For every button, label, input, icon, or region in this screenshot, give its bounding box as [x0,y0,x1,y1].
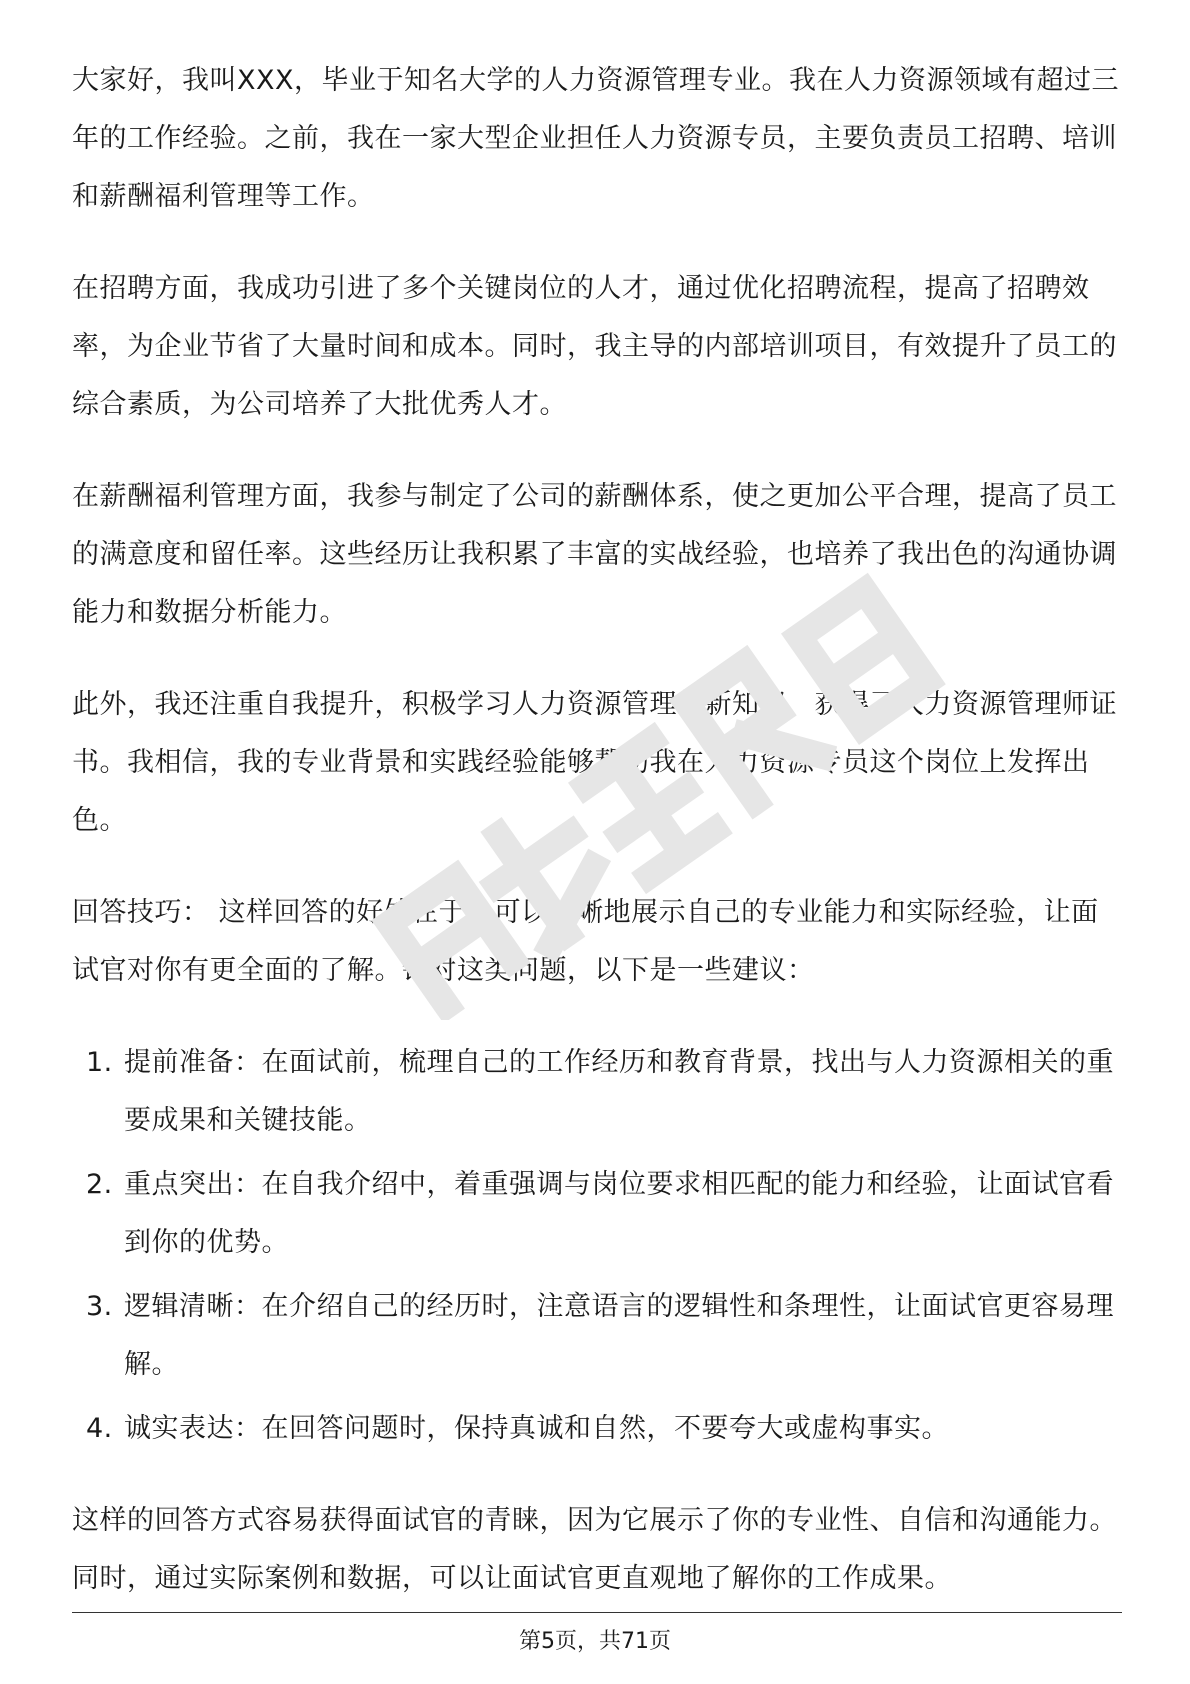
paragraph-self-improvement: 此外，我还注重自我提升，积极学习人力资源管理的新知识，获得了人力资源管理师证书。我相信，我的专业背景和实践经验能够帮助我在人力资源专员这个岗位上发挥出色。 [72,689,1117,836]
document-body [72,52,1122,1642]
list-item-text: 诚实表达：在回答问题时，保持真诚和自然，不要夸大或虚构事实。 [124,1413,949,1444]
paragraph-answer-tips: 回答技巧： 这样回答的好处在于，可以清晰地展示自己的专业能力和实际经验，让面试官对你有更全面的了解。针对这类问题，以下是一些建议： [72,897,1099,986]
list-item-text: 逻辑清晰：在介绍自己的经历时，注意语言的逻辑性和条理性，让面试官更容易理解。 [124,1291,1114,1380]
footer-divider [72,1612,1122,1613]
list-item [72,1400,1122,1458]
paragraph-compensation: 在薪酬福利管理方面，我参与制定了公司的薪酬体系，使之更加公平合理，提高了员工的满意度和留任率。这些经历让我积累了丰富的实战经验，也培养了我出色的沟通协调能力和数据分析能力。 [72,481,1117,628]
list-item-text: 重点突出：在自我介绍中，着重强调与岗位要求相匹配的能力和经验，让面试官看到你的优势。 [124,1169,1114,1258]
list-item [72,1278,1122,1394]
list-item [72,1156,1122,1272]
paragraph-intro: 大家好，我叫XXX，毕业于知名大学的人力资源管理专业。我在人力资源领域有超过三年的工作经验。之前，我在一家大型企业担任人力资源专员，主要负责员工招聘、培训和薪酬福利管理等工作。 [72,65,1119,212]
list-item [72,1034,1122,1150]
list-item-text: 提前准备：在面试前，梳理自己的工作经历和教育背景，找出与人力资源相关的重要成果和关键技能。 [124,1047,1114,1136]
list-item-number: 2. [86,1169,113,1200]
list-item-number: 1. [86,1047,113,1078]
list-item-number: 3. [86,1291,113,1322]
list-item-number: 4. [86,1413,113,1444]
page-number: 第5页，共71页 [519,1629,671,1654]
paragraph-closing: 这样的回答方式容易获得面试官的青睐，因为它展示了你的专业性、自信和沟通能力。同时，通过实际案例和数据，可以让面试官更直观地了解你的工作成果。 [72,1505,1117,1594]
paragraph-recruitment: 在招聘方面，我成功引进了多个关键岗位的人才，通过优化招聘流程，提高了招聘效率，为企业节省了大量时间和成本。同时，我主导的内部培训项目，有效提升了员工的综合素质，为公司培养了大批优秀人才。 [72,273,1117,420]
tips-list [72,1034,1122,1458]
